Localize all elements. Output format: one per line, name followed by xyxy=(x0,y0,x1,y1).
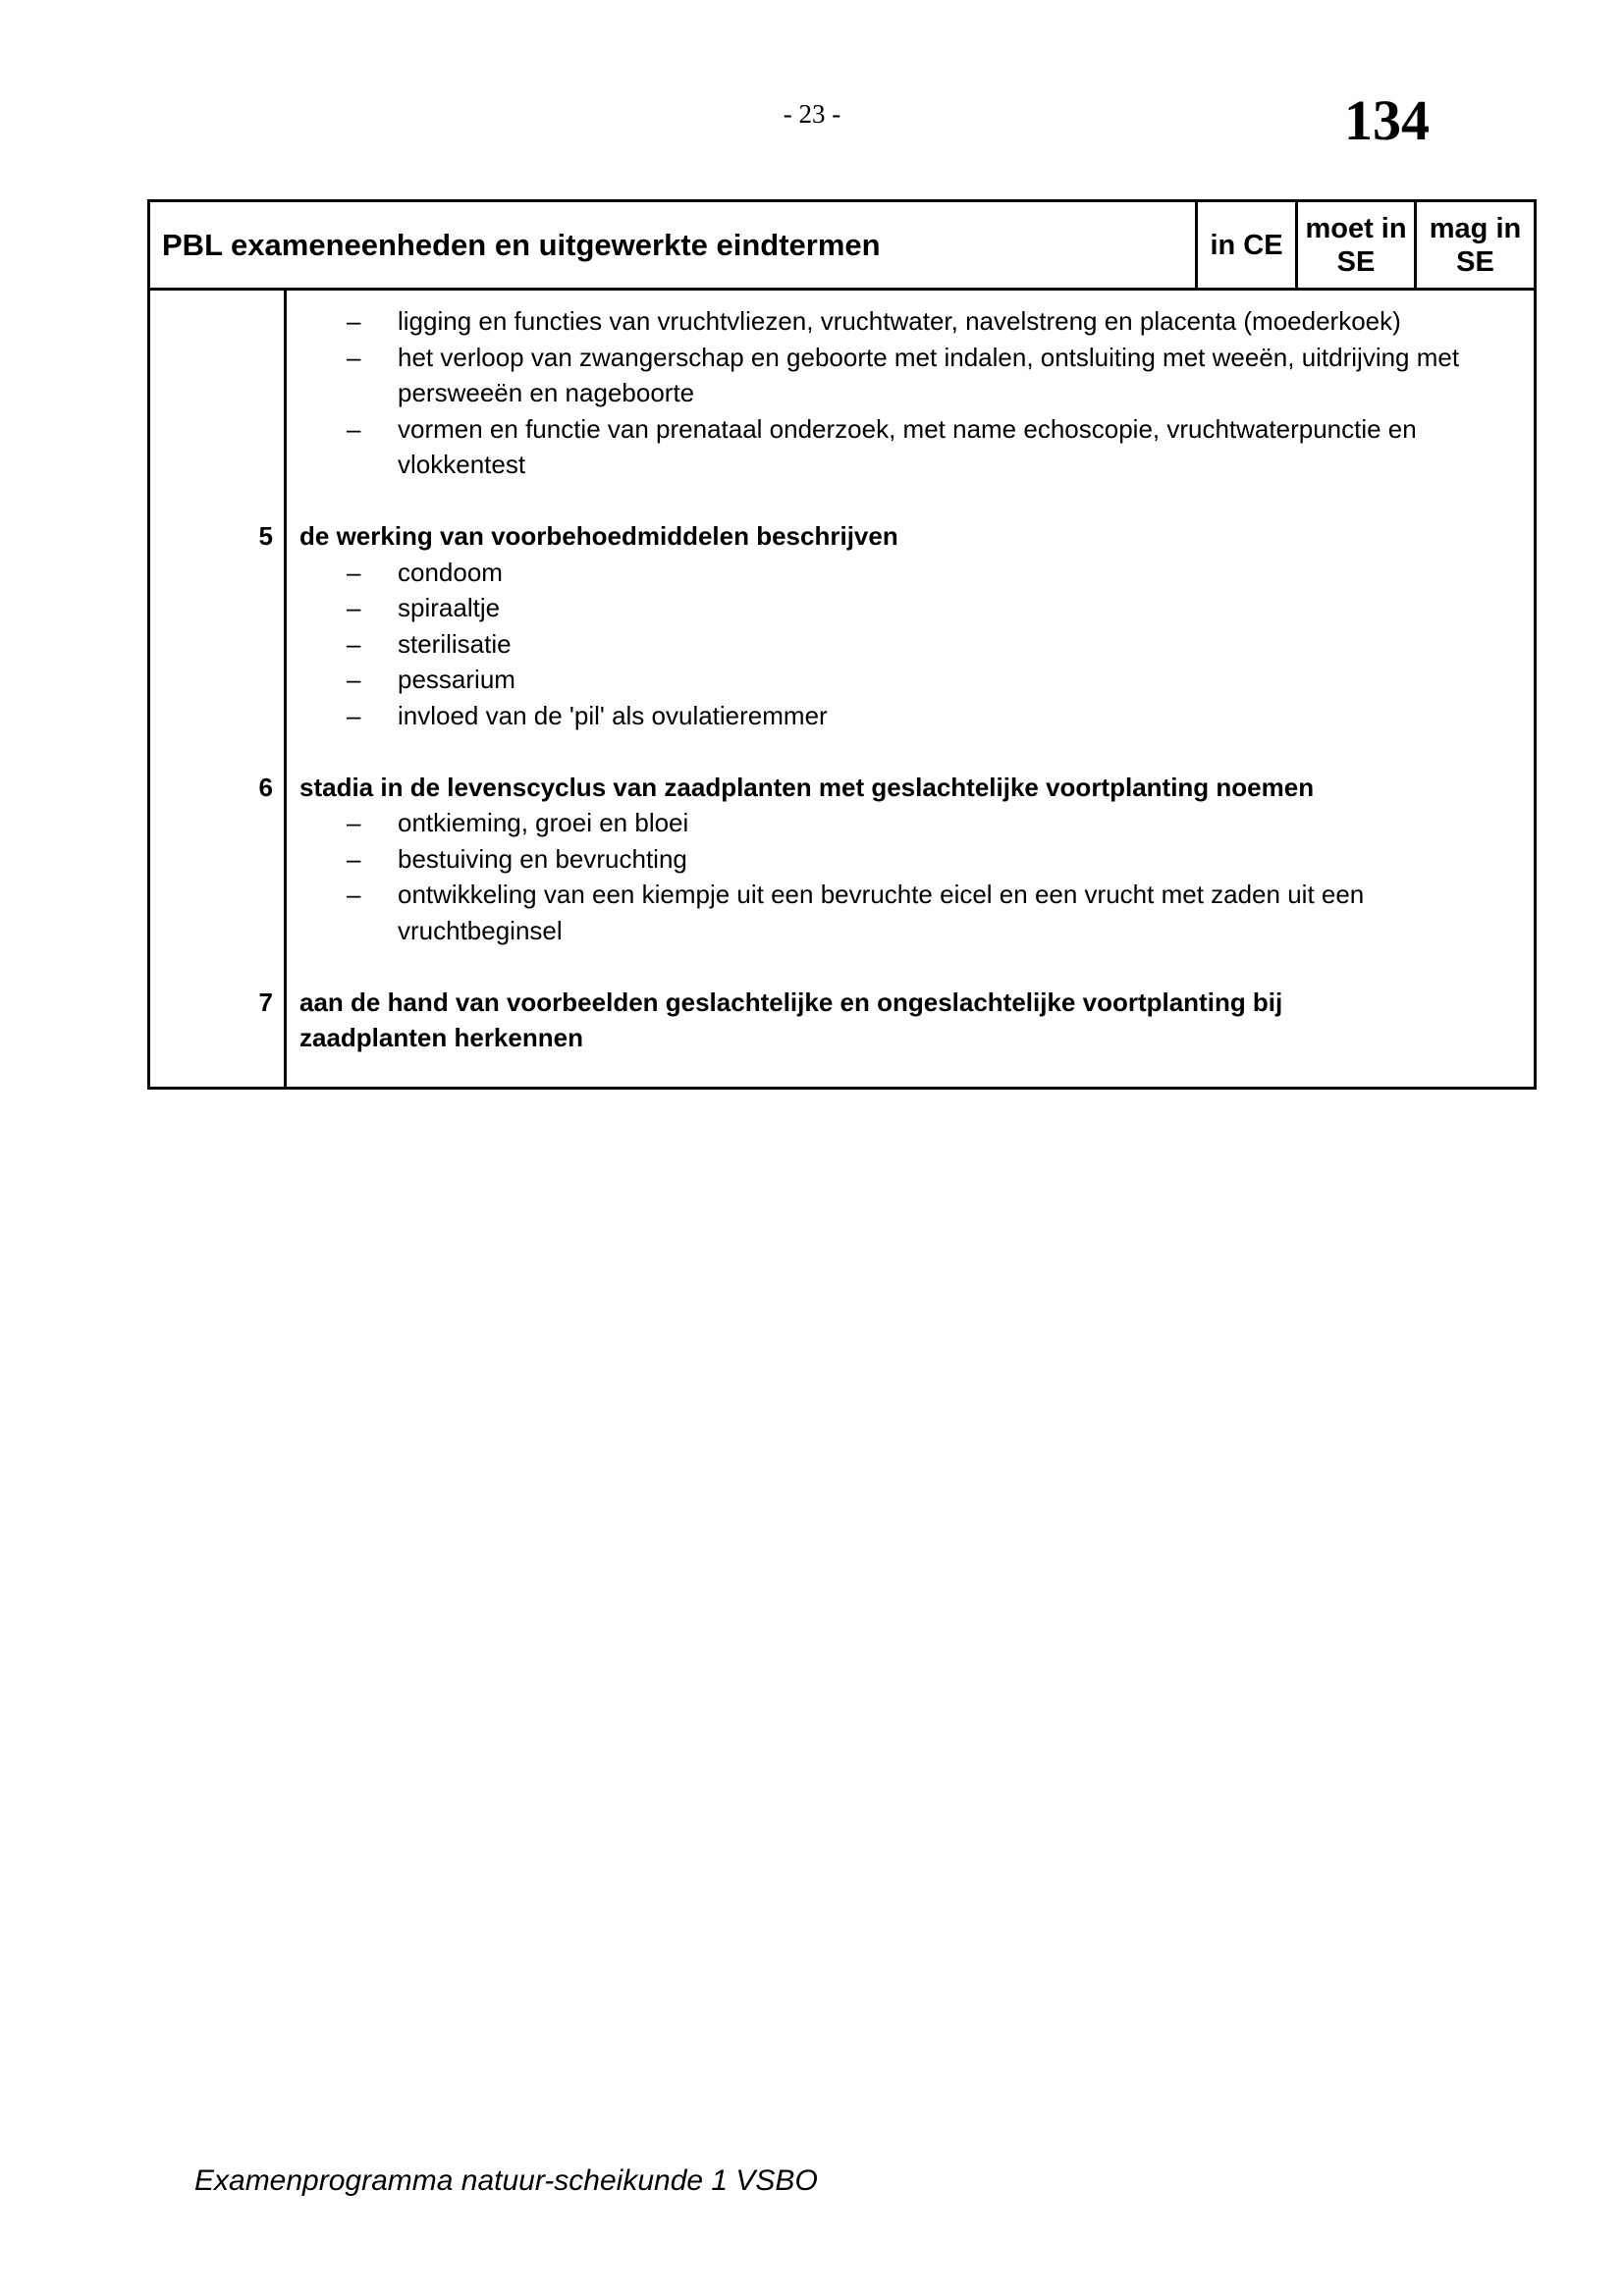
dash-icon: – xyxy=(347,700,361,730)
column-header-mag-in-se: mag in SE xyxy=(1414,202,1534,288)
dash-icon: – xyxy=(347,306,361,336)
dash-icon: – xyxy=(347,628,361,659)
bullet-text: vormen en functie van prenataal onderzoek, met name echoscopie, vruchtwaterpunctie en vlokkentest xyxy=(398,413,1417,479)
items-container xyxy=(150,303,1534,1056)
page-number: - 23 - xyxy=(783,99,841,129)
item-heading: stadia in de levenscyclus van zaadplanten met geslachtelijke voortplanting noemen xyxy=(299,772,1315,802)
bullet-text: invloed van de 'pil' als ovulatieremmer xyxy=(398,700,828,730)
dash-icon: – xyxy=(347,665,361,694)
bullet-text: pessarium xyxy=(398,665,515,694)
item-number: 6 xyxy=(258,772,273,802)
item-content xyxy=(287,303,1534,483)
bullet-text: condoom xyxy=(398,557,503,587)
list-item xyxy=(299,877,1532,948)
bullet-text: ontwikkeling van een kiempje uit een bevruchte eicel en een vrucht met zaden uit een vruchtbeginsel xyxy=(398,880,1365,945)
bullet-text: ligging en functies van vruchtvliezen, vruchtwater, navelstreng en placenta (moederkoek) xyxy=(398,306,1401,336)
footer-text: Examenprogramma natuur-scheikunde 1 VSBO xyxy=(194,2164,818,2197)
table-row xyxy=(150,770,1534,949)
bullet-text: ontkieming, groei en bloei xyxy=(398,808,689,837)
list-item xyxy=(299,555,1532,591)
item-content xyxy=(287,770,1534,949)
table-body xyxy=(150,291,1534,1090)
bullet-text: spiraaltje xyxy=(398,593,501,622)
list-item xyxy=(299,805,1532,841)
item-content xyxy=(287,985,1534,1056)
eindtermen-table xyxy=(147,199,1537,1090)
dash-icon: – xyxy=(347,808,361,837)
dash-icon: – xyxy=(347,593,361,622)
list-item xyxy=(299,626,1532,663)
list-item xyxy=(299,662,1532,698)
column-header-in-ce: in CE xyxy=(1195,202,1295,288)
big-page-number: 134 xyxy=(1344,88,1430,152)
item-content xyxy=(287,518,1534,733)
list-item xyxy=(299,411,1532,483)
table-row xyxy=(150,985,1534,1056)
dash-icon: – xyxy=(347,342,361,372)
table-header-title: PBL exameneenheden en uitgewerkte eindtermen xyxy=(162,227,881,262)
item-number: 5 xyxy=(258,521,273,551)
item-number: 7 xyxy=(258,987,273,1017)
list-item xyxy=(299,841,1532,878)
table-row xyxy=(150,303,1534,483)
list-item xyxy=(299,303,1532,340)
item-heading: de werking van voorbehoedmiddelen beschrijven xyxy=(299,521,898,551)
list-item xyxy=(299,698,1532,734)
table-header-row xyxy=(150,202,1534,291)
dash-icon: – xyxy=(347,843,361,874)
dash-icon: – xyxy=(347,557,361,587)
bullet-text: sterilisatie xyxy=(398,628,512,659)
dash-icon: – xyxy=(347,413,361,444)
list-item xyxy=(299,590,1532,626)
item-number xyxy=(150,303,287,483)
bullet-text: bestuiving en bevruchting xyxy=(398,843,687,874)
list-item xyxy=(299,340,1532,411)
item-heading: aan de hand van voorbeelden geslachtelijke en ongeslachtelijke voortplanting bij zaadplanten herkennen xyxy=(299,987,1283,1052)
dash-icon: – xyxy=(347,880,361,909)
column-header-moet-in-se: moet in SE xyxy=(1295,202,1414,288)
bullet-text: het verloop van zwangerschap en geboorte met indalen, ontsluiting met weeën, uitdrijving met persweeën en nageboorte xyxy=(398,342,1460,407)
number-column-divider xyxy=(284,291,287,1090)
table-row xyxy=(150,518,1534,733)
